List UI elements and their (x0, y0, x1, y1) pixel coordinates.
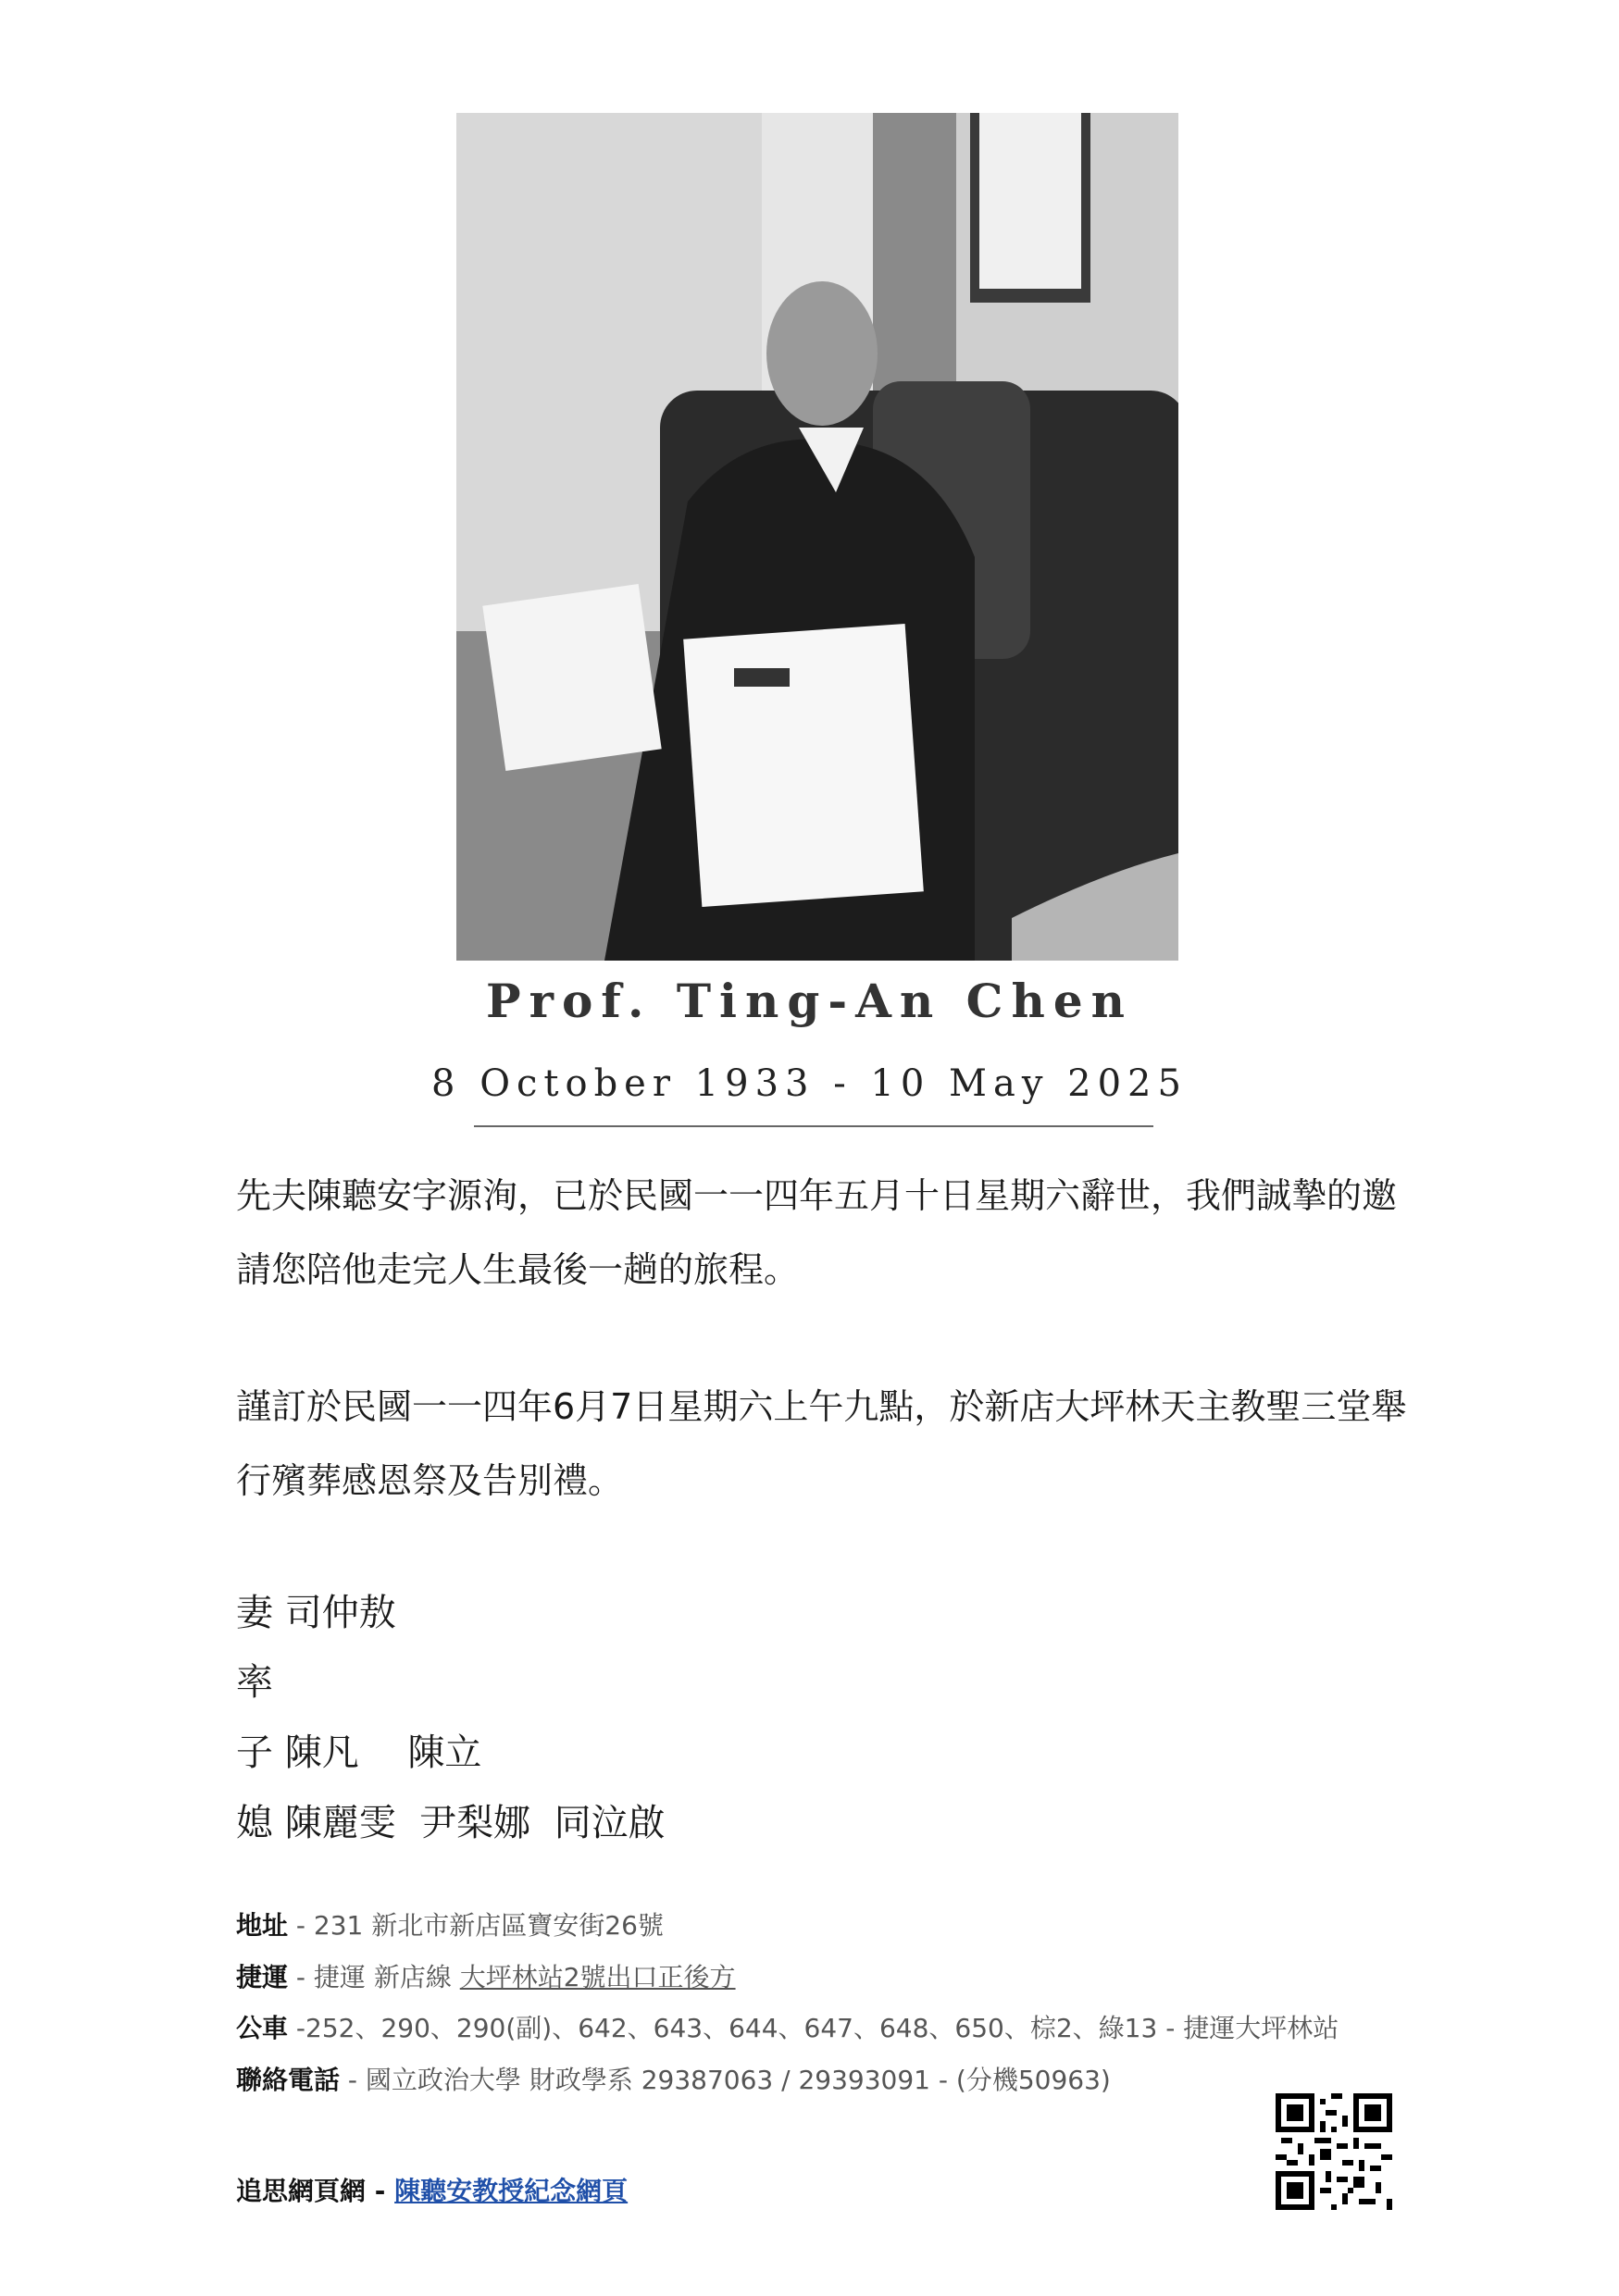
family-lead: 率 (236, 1661, 273, 1704)
mrt-line (236, 1957, 736, 1994)
family-daughters-in-law: 媳 陳麗雯 尹梨娜 同泣啟 (236, 1802, 666, 1844)
family-sons: 子 陳凡 陳立 (236, 1731, 482, 1774)
address-line (236, 1905, 664, 1942)
memorial-label: 追思網頁網 - (236, 2176, 395, 2206)
title-divider (474, 1125, 1153, 1127)
mrt-exit-link[interactable]: 大坪林站2號出口正後方 (459, 1962, 736, 1992)
bus-line (236, 2008, 1339, 2045)
qr-code-icon[interactable] (1276, 2093, 1392, 2210)
bus-label: 公車 (236, 2013, 289, 2043)
portrait-photo (456, 113, 1178, 961)
announcement-paragraph: 先夫陳聽安字源洵，已於民國一一四年五月十日星期六辭世，我們誠摯的邀請您陪他走完人生最後一趟的旅程。 (236, 1175, 1398, 1290)
ceremony-paragraph: 謹訂於民國一一四年6月7日星期六上午九點，於新店大坪林天主教聖三堂舉行殯葬感恩祭及告別禮。 (236, 1386, 1407, 1501)
phone-line (236, 2060, 1111, 2097)
phone-label: 聯絡電話 (236, 2065, 341, 2095)
deceased-name: Prof. Ting-An Chen (486, 974, 1133, 1028)
memorial-web-link[interactable]: 陳聽安教授紀念網頁 (394, 2176, 629, 2206)
bus-value: -252、290、290(副)、642、643、644、647、648、650、棕2、綠13 - 捷運大坪林站 (288, 2013, 1339, 2043)
family-wife: 妻 司仲敖 (236, 1592, 396, 1634)
life-dates: 8 October 1933 - 10 May 2025 (431, 1062, 1188, 1105)
address-label: 地址 (236, 1910, 289, 1941)
phone-value: - 國立政治大學 財政學系 29387063 / 29393091 - (分機50963) (340, 2065, 1111, 2095)
mrt-value: - 捷運 新店線 (288, 1962, 460, 1992)
memorial-line (236, 2171, 628, 2208)
address-value: - 231 新北市新店區寶安街26號 (288, 1910, 664, 1941)
mrt-label: 捷運 (236, 1962, 289, 1992)
